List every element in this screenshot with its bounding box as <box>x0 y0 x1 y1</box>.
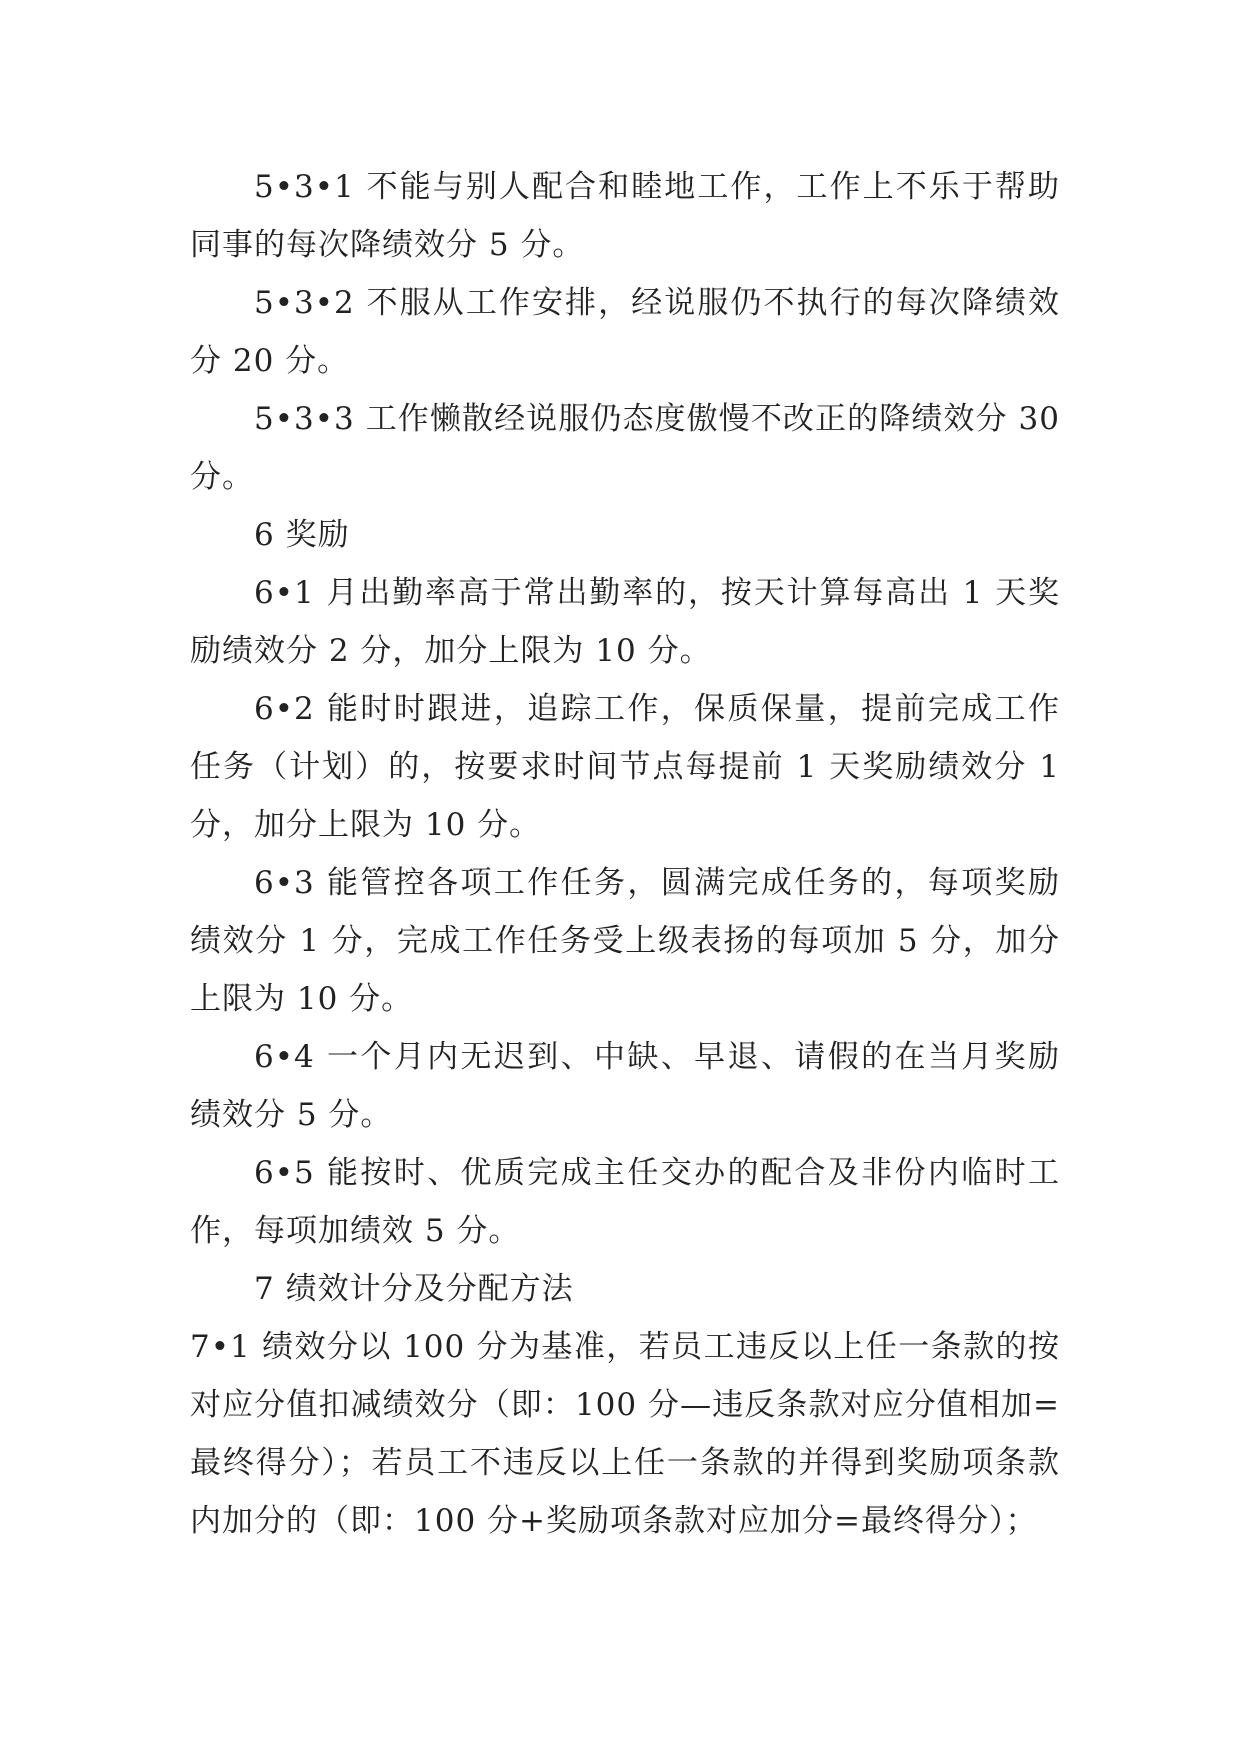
clause-5-3-1: 5•3•1 不能与别人配合和睦地工作，工作上不乐于帮助同事的每次降绩效分 5 分。 <box>190 169 1060 263</box>
clause-5-3-2: 5•3•2 不服从工作安排，经说服仍不执行的每次降绩效分 20 分。 <box>190 285 1060 379</box>
clause-6-3: 6•3 能管控各项工作任务，圆满完成任务的，每项奖励绩效分 1 分，完成工作任务受上级表扬的每项加 5 分，加分上限为 10 分。 <box>190 865 1060 1017</box>
clause-6-1: 6•1 月出勤率高于常出勤率的，按天计算每高出 1 天奖励绩效分 2 分，加分上限为 10 分。 <box>190 575 1060 669</box>
section-heading-rewards: 6 奖励 <box>254 517 350 553</box>
document-body <box>190 158 1060 1550</box>
clause-5-3-3: 5•3•3 工作懒散经说服仍态度傲慢不改正的降绩效分 30 分。 <box>190 401 1060 495</box>
clause-6-5: 6•5 能按时、优质完成主任交办的配合及非份内临时工作，每项加绩效 5 分。 <box>190 1155 1060 1249</box>
section-heading-scoring: 7 绩效计分及分配方法 <box>254 1271 574 1307</box>
clause-6-4: 6•4 一个月内无迟到、中缺、早退、请假的在当月奖励绩效分 5 分。 <box>190 1039 1060 1133</box>
clause-6-2: 6•2 能时时跟进，追踪工作，保质保量，提前完成工作任务（计划）的，按要求时间节点每提前 1 天奖励绩效分 1 分，加分上限为 10 分。 <box>190 691 1060 843</box>
clause-7-1: 7•1 绩效分以 100 分为基准，若员工违反以上任一条款的按对应分值扣减绩效分（即：100 分—违反条款对应分值相加=最终得分）；若员工不违反以上任一条款的并得到奖励项条款内加分的（即：100 分+奖励项条款对应加分=最终得分）； <box>190 1329 1060 1539</box>
